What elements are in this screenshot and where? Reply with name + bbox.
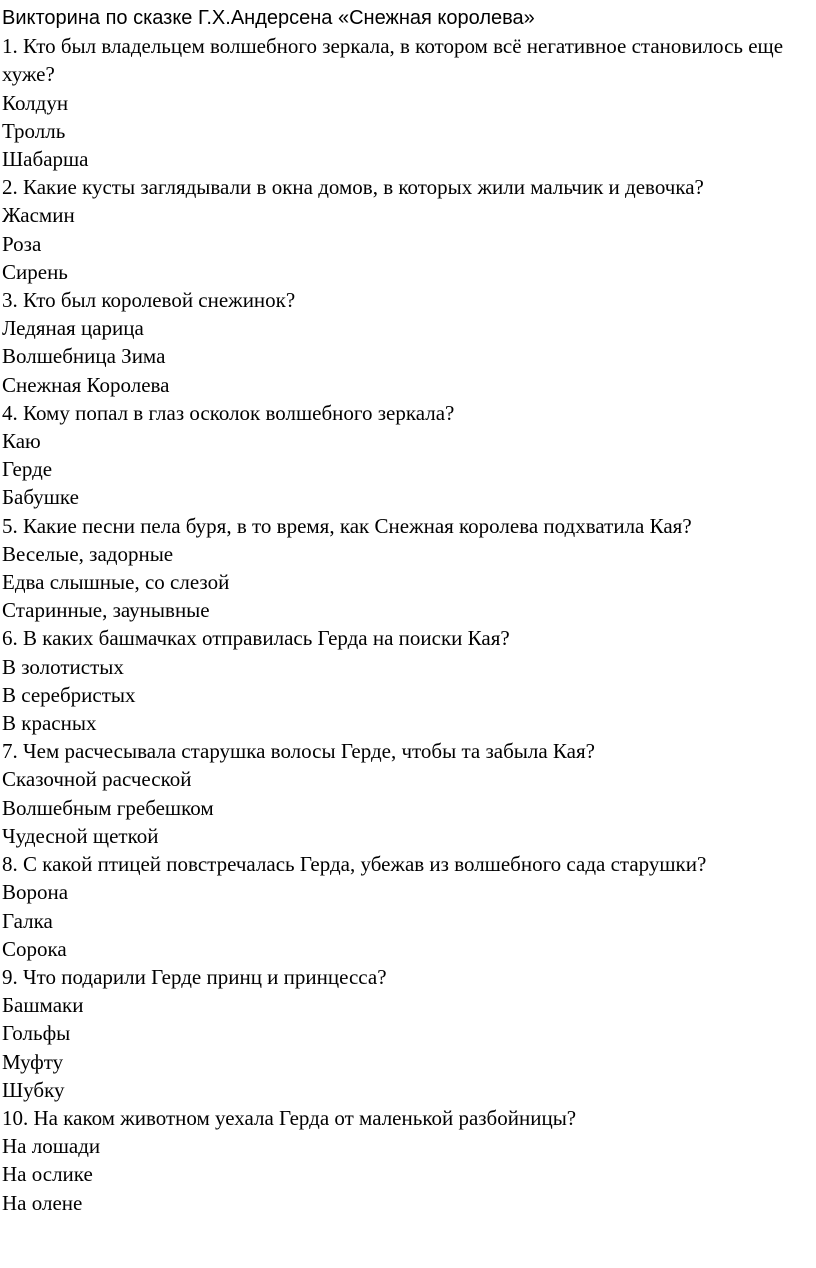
answer-option: В золотистых — [2, 654, 124, 679]
question-block — [2, 399, 816, 512]
question-block — [2, 850, 816, 963]
answer-option: Шабарша — [2, 147, 89, 172]
question-block — [2, 963, 816, 1104]
question-block — [2, 173, 816, 286]
answer-option: Бабушке — [2, 485, 79, 510]
question-block — [2, 32, 816, 173]
answer-option: Едва слышные, со слезой — [2, 570, 230, 595]
answer-option: В красных — [2, 711, 97, 736]
answer-option: Ледяная царица — [2, 316, 144, 341]
question-text: 4. Кому попал в глаз осколок волшебного зеркала? — [2, 400, 455, 425]
question-text: 5. Какие песни пела буря, в то время, как Снежная королева подхватила Кая? — [2, 513, 692, 538]
answer-option: Роза — [2, 231, 42, 256]
question-text: 6. В каких башмачках отправилась Герда на поиски Кая? — [2, 626, 510, 651]
answer-option: На ослике — [2, 1162, 93, 1187]
question-block — [2, 737, 816, 850]
answer-option: Волшебным гребешком — [2, 795, 214, 820]
answer-option: Тролль — [2, 118, 66, 143]
answer-option: На лошади — [2, 1134, 101, 1159]
answer-option: Старинные, заунывные — [2, 598, 210, 623]
answer-option: Каю — [2, 429, 41, 454]
question-text: 2. Какие кусты заглядывали в окна домов, в которых жили мальчик и девочка? — [2, 175, 704, 200]
answer-option: Чудесной щеткой — [2, 823, 159, 848]
question-text: 8. С какой птицей повстречалась Герда, убежав из волшебного сада старушки? — [2, 852, 707, 877]
answer-option: Волшебница Зима — [2, 344, 166, 369]
answer-option: Ворона — [2, 880, 69, 905]
question-block — [2, 1104, 816, 1217]
answer-option: На олене — [2, 1190, 83, 1215]
answer-option: Жасмин — [2, 203, 75, 228]
answer-option: Башмаки — [2, 993, 84, 1018]
answer-option: Колдун — [2, 90, 69, 115]
question-text: 10. На каком животном уехала Герда от маленькой разбойницы? — [2, 1105, 577, 1130]
answer-option: Гольфы — [2, 1021, 71, 1046]
answer-option: Муфту — [2, 1049, 64, 1074]
question-text: 9. Что подарили Герде принц и принцесса? — [2, 964, 387, 989]
question-text: 3. Кто был королевой снежинок? — [2, 288, 296, 313]
question-block — [2, 624, 816, 737]
question-text: 1. Кто был владельцем волшебного зеркала, в котором всё негативное становилось еще хуже? — [2, 34, 784, 87]
answer-option: Сорока — [2, 936, 67, 961]
answer-option: Сказочной расческой — [2, 767, 192, 792]
question-block — [2, 286, 816, 399]
question-list — [2, 32, 816, 1217]
question-text: 7. Чем расчесывала старушка волосы Герде, чтобы та забыла Кая? — [2, 739, 595, 764]
answer-option: Веселые, задорные — [2, 541, 174, 566]
answer-option: В серебристых — [2, 682, 136, 707]
quiz-title: Викторина по сказке Г.Х.Андерсена «Снежная королева» — [2, 7, 535, 29]
answer-option: Сирень — [2, 259, 68, 284]
answer-option: Шубку — [2, 1077, 65, 1102]
answer-option: Герде — [2, 457, 53, 482]
question-block — [2, 512, 816, 625]
answer-option: Галка — [2, 908, 53, 933]
answer-option: Снежная Королева — [2, 372, 170, 397]
